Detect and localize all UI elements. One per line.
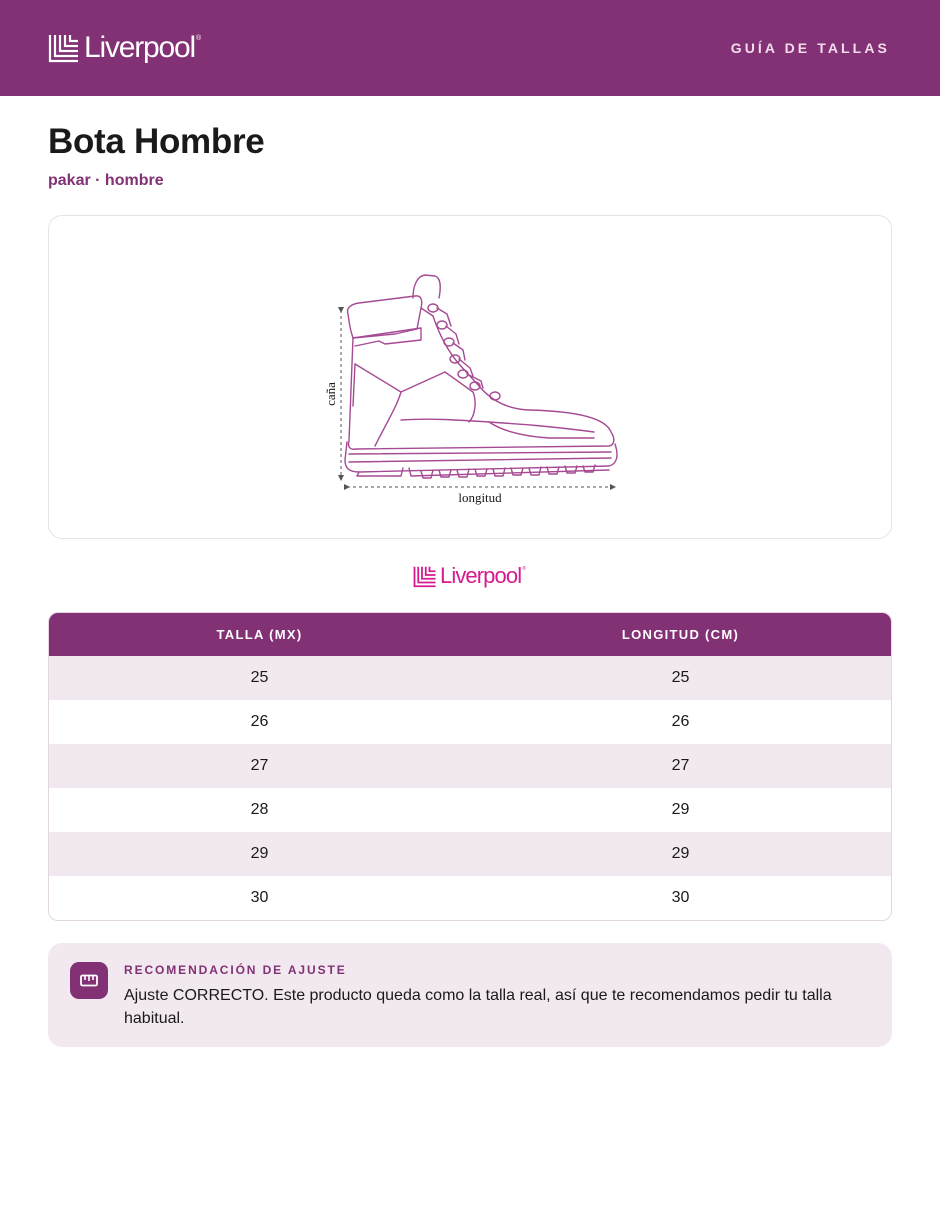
size-cell: 30: [250, 889, 269, 906]
size-cell: 29: [250, 845, 269, 862]
top-header: [0, 0, 940, 96]
product-subtitle: pakar · hombre: [48, 172, 164, 189]
liverpool-logo-mark-icon: [48, 33, 80, 63]
column-header-size: TALLA (MX): [216, 627, 303, 642]
table-row: [49, 700, 891, 744]
recommendation-text: Ajuste CORRECTO. Este producto queda como la talla real, así que te recomendamos pedir tu talla habitual.: [124, 987, 832, 1027]
recommendation-title: RECOMENDACIÓN DE AJUSTE: [124, 963, 347, 977]
table-row: [49, 788, 891, 832]
boot-illustration-card: [48, 215, 892, 539]
column-header-length: LONGITUD (CM): [621, 627, 740, 642]
size-cell: 28: [250, 801, 269, 818]
liverpool-logo[interactable]: [48, 31, 201, 65]
length-cell: 25: [671, 669, 690, 686]
length-cell: 29: [671, 845, 690, 862]
liverpool-brand-text: Liverpool: [440, 563, 522, 588]
height-measure-label: caña: [323, 382, 338, 406]
ruler-icon: [70, 962, 108, 999]
size-cell: 26: [250, 713, 269, 730]
table-header-row: [49, 613, 891, 656]
liverpool-logo-text: Liverpool: [84, 31, 195, 64]
length-cell: 27: [671, 757, 690, 774]
table-row: [49, 876, 891, 920]
boot-outline-icon: [345, 275, 617, 478]
registered-mark: ®: [522, 566, 526, 572]
size-guide-link[interactable]: GUÍA DE TALLAS: [730, 40, 890, 56]
size-table: [48, 612, 892, 921]
size-cell: 25: [250, 669, 269, 686]
length-measure-label: longitud: [458, 490, 502, 505]
table-row: [49, 832, 891, 876]
length-cell: 29: [671, 801, 690, 818]
length-cell: 26: [671, 713, 690, 730]
table-row: [49, 744, 891, 788]
page-title: Bota Hombre: [48, 122, 265, 161]
boot-illustration: [49, 216, 893, 540]
fit-recommendation: [48, 943, 892, 1047]
size-cell: 27: [250, 757, 269, 774]
liverpool-brand-logo: [413, 562, 526, 590]
registered-mark: ®: [195, 35, 202, 42]
liverpool-logo-mark-icon: [413, 565, 437, 588]
length-cell: 30: [671, 889, 690, 906]
table-row: [49, 656, 891, 700]
